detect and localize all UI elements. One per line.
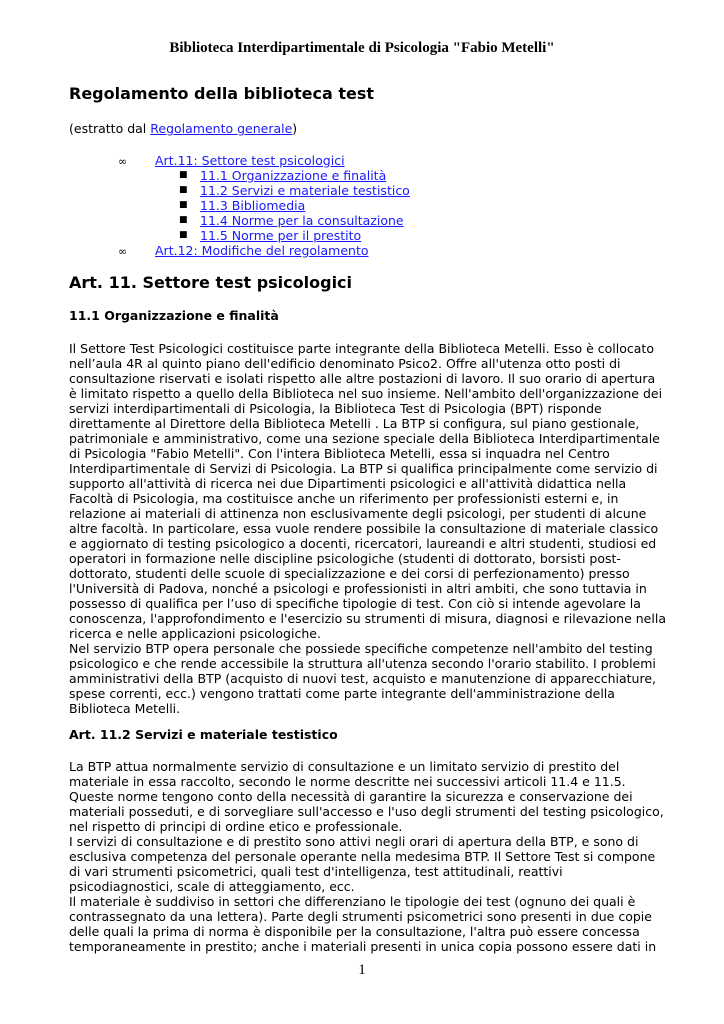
excerpt-suffix: ) — [292, 121, 298, 136]
text-line: esclusiva competenza del personale operante nella medesima BTP. Il Settore Test si compone — [69, 849, 656, 864]
square-bullet-icon: ■ — [179, 185, 188, 195]
text-line: relazione ai materiali di attinenza non esclusivamente degli psicologi, per studenti di alcune — [69, 506, 647, 521]
square-bullet-icon: ■ — [179, 200, 188, 210]
section-11-1-paragraph — [69, 341, 669, 716]
toc-link-11-2[interactable]: 11.2 Servizi e materiale testistico — [200, 183, 410, 198]
text-line: psicologico e che rende accessibile la struttura all'utenza secondo l'orario stabilito. I problemi — [69, 656, 656, 671]
page-number: 1 — [358, 962, 366, 978]
toc-link-11-1[interactable]: 11.1 Organizzazione e finalità — [200, 168, 387, 183]
text-line: direttamente al Direttore della Biblioteca Metelli . La BTP si configura, sul piano gestionale, — [69, 416, 640, 431]
text-line: nell’aula 4R al quinto piano dell'edificio denominato Psico2. Offre all'utenza otto posti di — [69, 356, 621, 371]
document-title: Regolamento della biblioteca test — [69, 84, 375, 103]
section-title-11-2: Art. 11.2 Servizi e materiale testistico — [69, 727, 338, 742]
toc-link-11-3[interactable]: 11.3 Bibliomedia — [200, 198, 306, 213]
article-title: Art. 11. Settore test psicologici — [69, 273, 353, 292]
text-line: Il materiale è suddiviso in settori che differenziano le tipologie dei test (ognuno dei quali è — [69, 894, 636, 909]
regolamento-generale-link[interactable]: Regolamento generale — [150, 121, 293, 136]
text-line: servizi interdipartimentali di Psicologia, la Biblioteca Test di Psicologia (BPT) risponde — [69, 401, 602, 416]
text-line: l'Università di Padova, nonché a psicologi e professionisti in altri ambiti, che sono tuttavia in — [69, 581, 647, 596]
toc-link-art12[interactable]: Art.12: Modifiche del regolamento — [155, 243, 369, 258]
text-line: psicodiagnostici, scale di atteggiamento, ecc. — [69, 879, 355, 894]
toc-link-11-5[interactable]: 11.5 Norme per il prestito — [200, 228, 362, 243]
text-line: è limitato rispetto a quello della Biblioteca nel suo insieme. Nell'ambito dell'organizzazione dei — [69, 386, 663, 401]
square-bullet-icon: ■ — [179, 170, 188, 180]
text-line: delle quali la prima di norma è disponibile per la consultazione, l'altra può essere concessa — [69, 924, 640, 939]
text-line: conoscenza, l'approfondimento e l'esercizio su strumenti di misura, diagnosi e rilevazione nella — [69, 611, 666, 626]
text-line: e aggiornato di testing psicologico a docenti, ricercatori, laureandi e altri studenti, studiosi ed — [69, 536, 657, 551]
text-line: materiali posseduti, e di sorvegliare sull'accesso e l'uso degli strumenti del testing psicologico, — [69, 804, 664, 819]
toc-link-art11[interactable]: Art.11: Settore test psicologici — [155, 153, 345, 168]
text-line: supporto all'attività di ricerca nei due Dipartimenti psicologici e all'attività didattica nella — [69, 476, 627, 491]
text-line: materiale in essa raccolto, secondo le norme descritte nei successivi articoli 11.4 e 11.5. — [69, 774, 626, 789]
text-line: possesso di qualifica per l’uso di specifiche tipologie di test. Con ciò si intende agevolare la — [69, 596, 641, 611]
excerpt-prefix: (estratto dal — [69, 121, 151, 136]
toc-link-11-4[interactable]: 11.4 Norme per la consultazione — [200, 213, 404, 228]
text-line: Facoltà di Psicologia, ma costituisce anche un riferimento per professionisti esterni e, in — [69, 491, 619, 506]
text-line: Queste norme tengono conto della necessità di garantire la sicurezza e conservazione dei — [69, 789, 633, 804]
page-header: Biblioteca Interdipartimentale di Psicologia "Fabio Metelli" — [169, 40, 555, 56]
infinity-bullet-icon: ∞ — [118, 245, 128, 258]
excerpt-note — [69, 121, 297, 136]
text-line: di vari strumenti psicometrici, quali test d'intelligenza, test attitudinali, reattivi — [69, 864, 563, 879]
square-bullet-icon: ■ — [179, 215, 188, 225]
text-line: nel rispetto di principi di ordine etico e professionale. — [69, 819, 403, 834]
text-line: Biblioteca Metelli. — [69, 701, 181, 716]
text-line: Nel servizio BTP opera personale che possiede specifiche competenze nell'ambito del testing — [69, 641, 653, 656]
text-line: La BTP attua normalmente servizio di consultazione e un limitato servizio di prestito del — [69, 759, 620, 774]
text-line: ricerca e nelle applicazioni psicologiche. — [69, 626, 321, 641]
text-line: di Psicologia "Fabio Metelli". Con l'intera Biblioteca Metelli, essa si inquadra nel Centro — [69, 446, 610, 461]
square-bullet-icon: ■ — [179, 230, 188, 240]
text-line: altre facoltà. In particolare, essa vuole rendere possibile la consultazione di materiale classico — [69, 521, 659, 536]
text-line: Il Settore Test Psicologici costituisce parte integrante della Biblioteca Metelli. Esso è collocato — [69, 341, 654, 356]
text-line: patrimoniale e amministrativo, come una sezione speciale della Biblioteca Interdipartimentale — [69, 431, 660, 446]
text-line: Interdipartimentale di Servizi di Psicologia. La BTP si qualifica principalmente come servizio di — [69, 461, 658, 476]
text-line: contrassegnato da una lettera). Parte degli strumenti psicometrici sono presenti in due copie — [69, 909, 652, 924]
text-line: amministrativi della BTP (acquisto di nuovi test, acquisto e manutenzione di apparecchiature, — [69, 671, 656, 686]
section-title-11-1: 11.1 Organizzazione e finalità — [69, 308, 279, 323]
text-line: operatori in formazione nelle discipline psicologiche (studenti di dottorato, borsisti post- — [69, 551, 621, 566]
text-line: consultazione riservati e isolati rispetto alle altre postazioni di lavoro. Il suo orario di apertura — [69, 371, 656, 386]
text-line: dottorato, studenti delle scuole di specializzazione e dei corsi di perfezionamento) presso — [69, 566, 630, 581]
section-11-2-paragraph — [69, 759, 669, 954]
text-line: spese correnti, ecc.) vengono trattati come parte integrante dell'amministrazione della — [69, 686, 615, 701]
text-line: I servizi di consultazione e di prestito sono attivi negli orari di apertura della BTP, e sono di — [69, 834, 639, 849]
infinity-bullet-icon: ∞ — [118, 155, 128, 168]
text-line: temporaneamente in prestito; anche i materiali presenti in unica copia possono essere dati in — [69, 939, 657, 954]
